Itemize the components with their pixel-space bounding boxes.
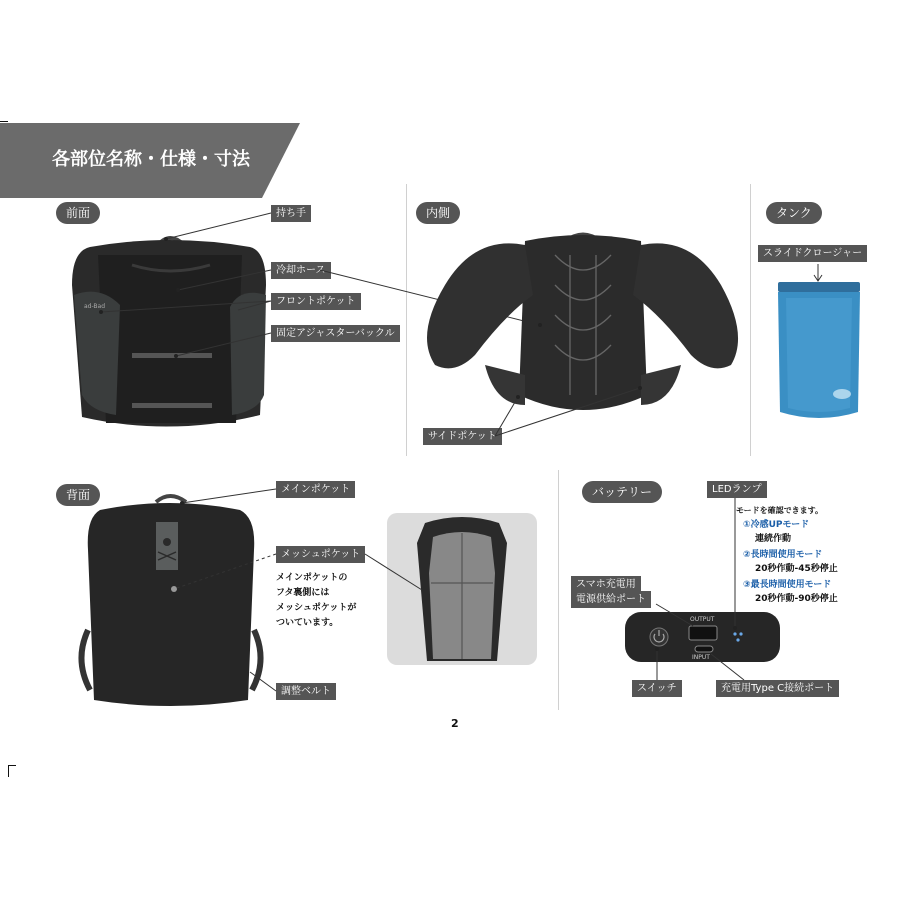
section-battery: バッテリー — [582, 481, 662, 503]
label-slide-closure: スライドクロージャー — [758, 245, 867, 262]
battery-input-text: INPUT — [692, 654, 710, 661]
mode-3-name: ③最長時間使用モード — [743, 580, 832, 590]
label-main-pocket: メインポケット — [276, 481, 355, 498]
label-side-pocket: サイドポケット — [423, 428, 502, 445]
mode-check: モードを確認できます。 — [736, 506, 824, 515]
mesh-note-3: メッシュポケットが — [276, 603, 357, 613]
mode-1-detail: 連続作動 — [755, 534, 792, 544]
mesh-note-4: ついています。 — [276, 618, 339, 628]
label-handle: 持ち手 — [271, 205, 311, 222]
label-front-pocket: フロントポケット — [271, 293, 361, 310]
label-phone-port-1: スマホ充電用 — [571, 576, 641, 593]
label-adjust-belt: 調整ベルト — [276, 683, 336, 700]
mode-2-detail: 20秒作動-45秒停止 — [755, 564, 838, 574]
section-front: 前面 — [56, 202, 100, 224]
section-tank: タンク — [766, 202, 822, 224]
mesh-note-1: メインポケットの — [276, 573, 348, 583]
label-mesh-pocket: メッシュポケット — [276, 546, 365, 563]
page-title: 各部位名称・仕様・寸法 — [52, 149, 250, 170]
page-number: 2 — [451, 717, 459, 730]
mode-2-name: ②長時間使用モード — [743, 550, 823, 560]
label-led-lamp: LEDランプ — [707, 481, 767, 498]
mode-1-name: ①冷感UPモード — [743, 520, 810, 530]
label-typec-port: 充電用Type C接続ポート — [716, 680, 839, 697]
label-switch: スイッチ — [632, 680, 682, 697]
label-phone-port-2: 電源供給ポート — [571, 591, 651, 608]
battery-output-text: OUTPUT — [690, 616, 715, 623]
label-adjuster-buckle: 固定アジャスターバックル — [271, 325, 400, 342]
mode-3-detail: 20秒作動-90秒停止 — [755, 594, 838, 604]
front-bag-logo: ad-Bad — [84, 303, 106, 310]
mesh-note-2: フタ裏側には — [276, 588, 330, 598]
label-cooling-hose: 冷却ホース — [271, 262, 331, 279]
section-inside: 内側 — [416, 202, 460, 224]
section-back: 背面 — [56, 484, 100, 506]
